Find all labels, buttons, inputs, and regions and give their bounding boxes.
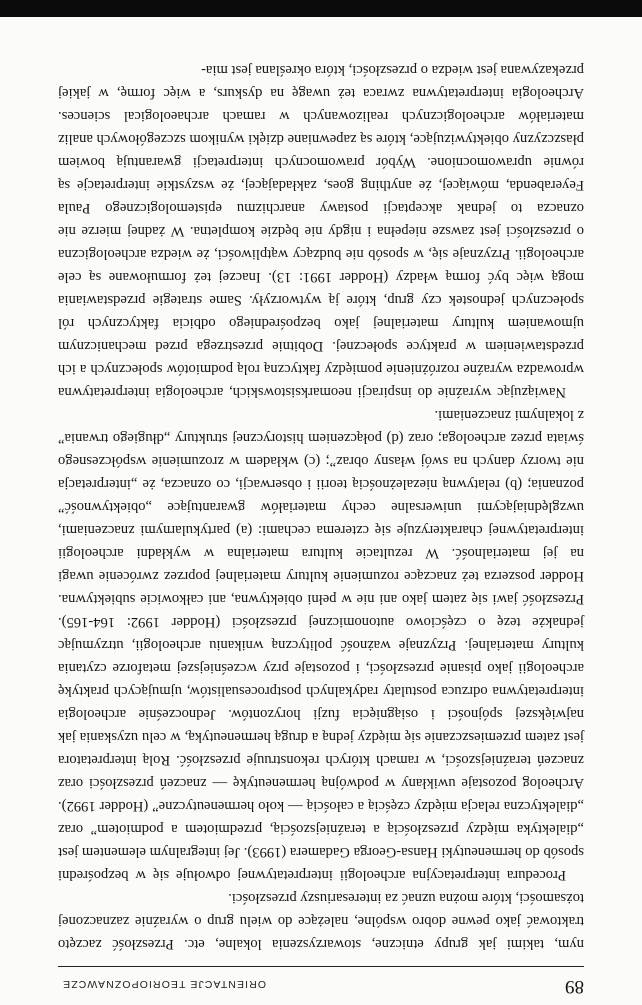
body-text xyxy=(58,58,584,955)
paragraph-2: Procedura interpretacyjna archeologii interpretatywnej odwołuje się w bezpośredni sposób do hermeneutyki Hansa-Georga Gadamera (1993). Jej integralnym elementem jest „dialektyka między przeszłością a teraźniejszością, przedmiotem a podmiotem” oraz „dialektyczna relacja między częścią a całością — koło hermeneutyczne” (Hodder 1992). Archeolog pozostaje uwikłany w podwójną hermeneutykę — znaczeń przeszłości oraz znaczeń teraźniejszości, w ramach których rekonstruuje przeszłość. Rolą interpretatora jest zatem przemieszczanie się między jedną a drugą hermeneutyką, w celu uzyskania jak największej spójności i osiągnięcia fuzji horyzontów. Jednocześnie archeologia interpretatywna odrzuca postulaty radykalnych postprocesualistów, ujmujących praktykę archeologii jako pisanie przeszłości, i pozostaje przy wcześniejszej metaforze czytania kultury materialnej. Przyznaje ważność polityczną wnikaniu archeologii, utrzymując jednakże tezę o częściowo autonomicznej przeszłości (Hodder 1992: 164-165). Przeszłość jawi się zatem jako ani nie w pełni obiektywna, ani całkowicie subiektywna. Hodder poszerza też znaczące rozumienie kultury materialnej poprzez zwrócenie uwagi na jej materialność. W rezultacie kultura materialna w wykładni archeologii interpretatywnej charakteryzuje się czterema cechami: (a) partykularnymi znaczeniami, uwzględniającymi uniwersalne cechy materiałów gwarantujące „obiektywność” poznania; (b) relatywną niezależnością teorii i obserwacji, co oznacza, że „interpretacja nie tworzy danych na swój własny obraz”; (c) wkładem w zrozumienie współczesnego świata przez archeologa; oraz (d) połączeniem historycznej struktury „długiego trwania” z lokalnymi znaczeniami. xyxy=(58,407,584,883)
scan-edge-shadow xyxy=(0,0,642,17)
running-head xyxy=(58,966,584,999)
page-number: 89 xyxy=(565,976,584,997)
paragraph-1: nym, takimi jak grupy etniczne, stowarzyszenia lokalne, etc. Przeszłość zaczęto traktować jako pewne dobro wspólne, należące do wielu grup o wyraźnie zaznaczonej tożsamości, które można uznać za interesariuszy przeszłości. xyxy=(58,890,584,952)
section-title: ORIENTACJE TEORIOPOZNAWCZE xyxy=(62,978,266,990)
paragraph-3: Nawiązując wyraźnie do inspiracji neomarksistowskich, archeologia interpretatywna wprowadza wyraźne rozróżnienie pomiędzy faktyczną rolą podmiotów społecznych a ich przedstawieniem w praktyce społecznej. Dobitnie przestrzega przed mechanicznym ujmowaniem kultury materialnej jako bezpośredniego odbicia faktycznych ról społecznych jednostek czy grup, które ją wytworzyły. Same strategie przedstawiania mogą więc być formą władzy (Hodder 1991: 13). Inaczej też formułowane są cele archeologii. Przyznaje się, w sposób nie budzący wątpliwości, że wiedza archeologiczna o przeszłości jest zawsze niepełna i nigdy nie będzie kompletna. W żadnej mierze nie oznacza to jednak akceptacji postawy anarchizmu epistemologicznego Paula Feyerabenda, mówiącej, że anything goes, zakładającej, że wszystkie interpretacje są równie uprawomocnione. Wybór prawomocnych interpretacji gwarantują bowiem płaszczyzny obiektywizujące, które są zapewniane dzięki wynikom szczegółowych analiz materiałów archeologicznych realizowanych w ramach archaeological sciences. Archeologia interpretatywna zwraca też uwagę na dyskurs, a więc formę, w jakiej przekazywana jest wiedza o przeszłości, która określana jest mia- xyxy=(58,62,584,400)
